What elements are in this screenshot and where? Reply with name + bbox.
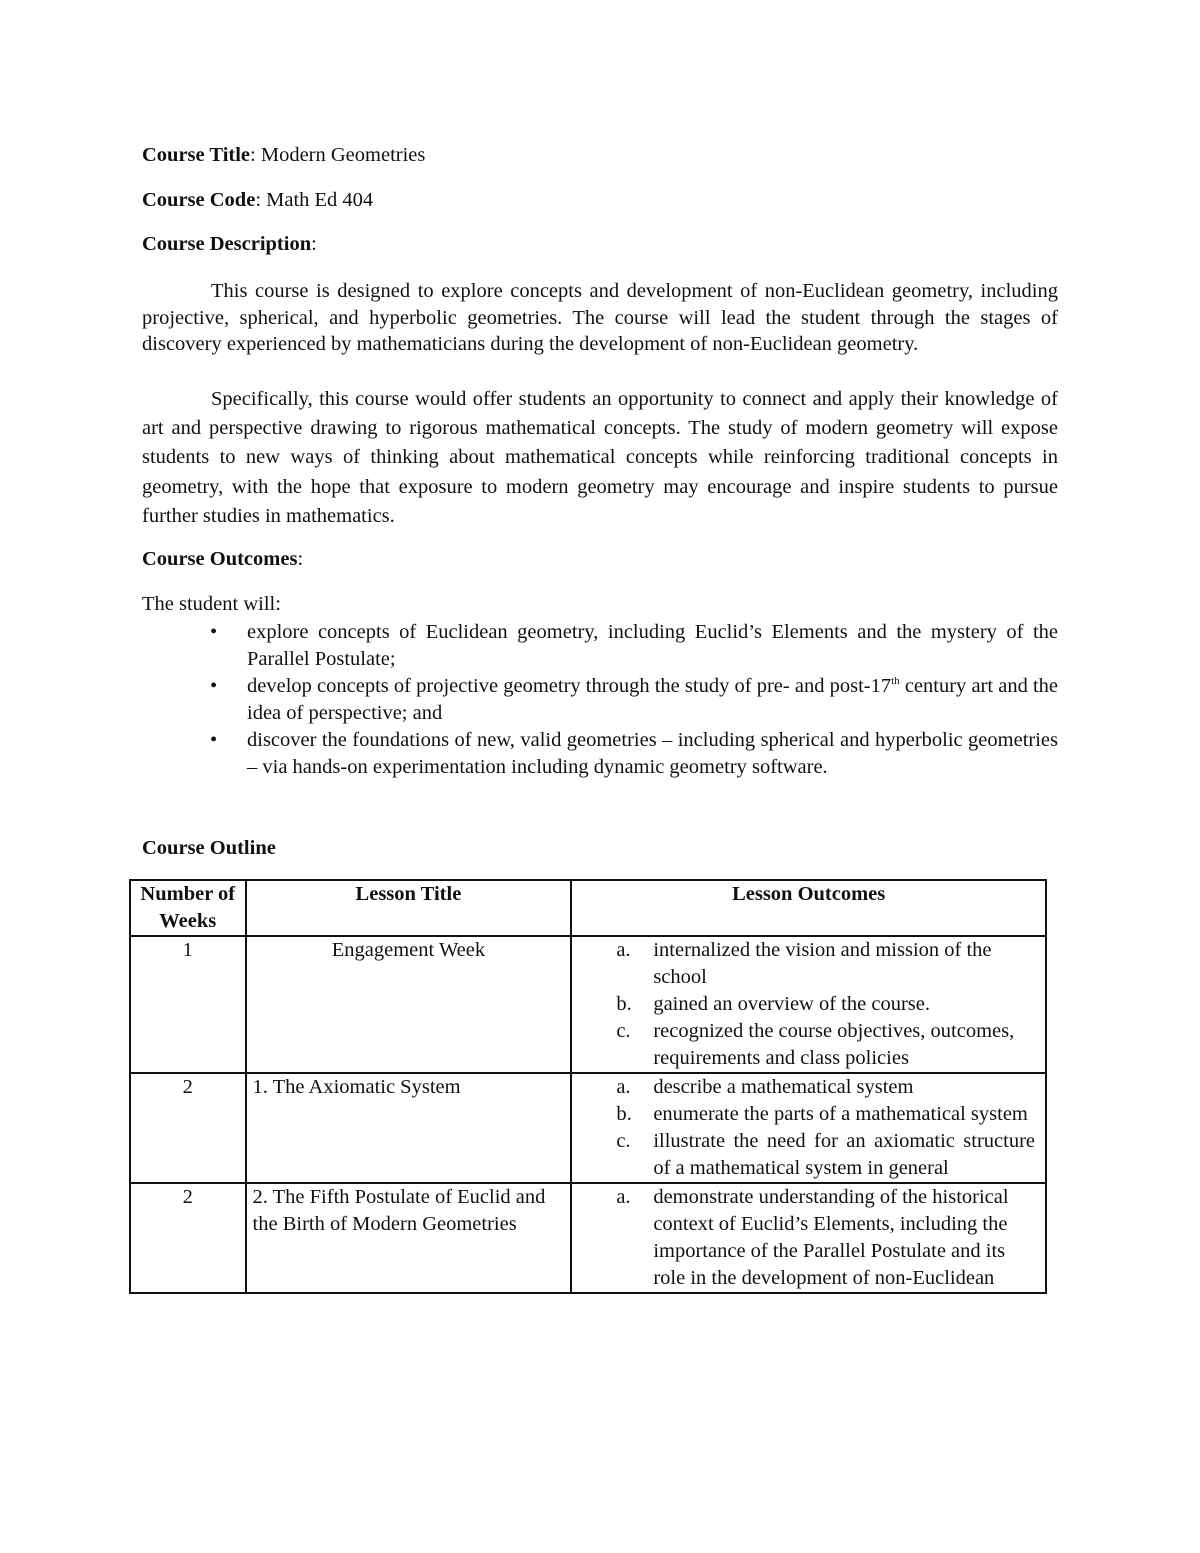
- list-item: [142, 727, 1058, 781]
- description-paragraph-1: [142, 278, 1058, 358]
- ordinal-suffix: th: [891, 675, 900, 688]
- table-row: [130, 936, 1046, 1073]
- course-code-label: Course Code: [142, 189, 256, 211]
- item-marker: c.: [616, 1130, 631, 1152]
- item-text: describe a mathematical system: [653, 1076, 914, 1098]
- list-item: [578, 1128, 1039, 1182]
- item-marker: b.: [616, 993, 632, 1015]
- bullet-icon: •: [210, 675, 218, 697]
- lesson-title-cell: 1. The Axiomatic System: [246, 1073, 572, 1183]
- item-text: enumerate the parts of a mathematical system: [653, 1103, 1028, 1125]
- list-item: [578, 1184, 1039, 1292]
- lesson-outcomes-list: [578, 937, 1039, 1072]
- course-outcomes-label: Course Outcomes: [142, 548, 298, 570]
- list-item: [578, 1074, 1039, 1101]
- outcome-text: explore concepts of Euclidean geometry, including Euclid’s Elements and the mystery of the Parallel Postulate;: [247, 621, 1058, 670]
- course-outline-table: [129, 879, 1047, 1294]
- outcomes-intro: The student will:: [142, 593, 281, 615]
- weeks-cell: 1: [130, 936, 246, 1073]
- item-marker: a.: [616, 1186, 631, 1208]
- item-marker: a.: [616, 1076, 631, 1098]
- list-item: [578, 937, 1039, 991]
- course-title-value: Modern Geometries: [260, 144, 426, 166]
- course-description-label: Course Description: [142, 233, 312, 255]
- lesson-outcomes-list: [578, 1184, 1039, 1292]
- item-text: illustrate the need for an axiomatic structure of a mathematical system in general: [653, 1130, 1035, 1179]
- course-code-line: Course Code: Math Ed 404: [142, 189, 374, 211]
- list-item: [142, 673, 1058, 727]
- lesson-title-cell: Engagement Week: [246, 936, 572, 1073]
- item-marker: a.: [616, 939, 631, 961]
- list-item: [142, 619, 1058, 673]
- outcome-text: discover the foundations of new, valid geometries – including spherical and hyperbolic geometries – via hands-on experimentation including dynamic geometry software.: [247, 729, 1058, 778]
- outcome-text-end: century art and the idea of perspective; and: [247, 675, 1059, 724]
- header-lesson-outcomes: Lesson Outcomes: [571, 880, 1046, 936]
- item-text: internalized the vision and mission of the school: [653, 939, 992, 988]
- course-code-value: Math Ed 404: [266, 189, 374, 211]
- header-weeks: Number of Weeks: [130, 880, 246, 936]
- item-marker: b.: [616, 1103, 632, 1125]
- lesson-outcomes-cell: [571, 1183, 1046, 1293]
- table-header-row: [130, 880, 1046, 936]
- lesson-title-cell: 2. The Fifth Postulate of Euclid and the Birth of Modern Geometries: [246, 1183, 572, 1293]
- item-text: gained an overview of the course.: [653, 993, 930, 1015]
- header-lesson-title: Lesson Title: [246, 880, 572, 936]
- description-text-2: Specifically, this course would offer students an opportunity to connect and apply their knowledge of art and perspective drawing to rigorous mathematical concepts. The study of modern geometry will expose students to new ways of thinking about mathematical concepts while reinforcing traditional concepts in geometry, with the hope that exposure to modern geometry may encourage and inspire students to pursue further studies in mathematics.: [142, 388, 1058, 527]
- description-paragraph-2: [142, 385, 1058, 531]
- course-outcomes-heading: Course Outcomes:: [142, 548, 304, 570]
- item-text: recognized the course objectives, outcomes, requirements and class policies: [653, 1020, 1015, 1069]
- lesson-outcomes-cell: [571, 1073, 1046, 1183]
- course-description-heading: Course Description:: [142, 233, 317, 255]
- course-outcomes-list: [142, 619, 1058, 781]
- course-outline-heading: Course Outline: [142, 837, 276, 859]
- course-title-label: Course Title: [142, 144, 251, 166]
- list-item: [578, 991, 1039, 1018]
- weeks-cell: 2: [130, 1183, 246, 1293]
- lesson-outcomes-list: [578, 1074, 1039, 1182]
- bullet-icon: •: [210, 729, 218, 751]
- item-marker: c.: [616, 1020, 631, 1042]
- list-item: [578, 1018, 1039, 1072]
- description-text-1: This course is designed to explore concepts and development of non-Euclidean geometry, including projective, spherical, and hyperbolic geometries. The course will lead the student through the stages of discovery experienced by mathematicians during the development of non-Euclidean geometry.: [142, 280, 1058, 356]
- table-row: [130, 1183, 1046, 1293]
- list-item: [578, 1101, 1039, 1128]
- course-title-line: Course Title: Modern Geometries: [142, 144, 426, 166]
- outcome-text-start: develop concepts of projective geometry through the study of pre- and post-17: [247, 675, 892, 697]
- weeks-cell: 2: [130, 1073, 246, 1183]
- lesson-outcomes-cell: [571, 936, 1046, 1073]
- table-row: [130, 1073, 1046, 1183]
- item-text: demonstrate understanding of the historical context of Euclid’s Elements, including the importance of the Parallel Postulate and its role in the development of non-Euclidean: [653, 1186, 1009, 1289]
- bullet-icon: •: [210, 621, 218, 643]
